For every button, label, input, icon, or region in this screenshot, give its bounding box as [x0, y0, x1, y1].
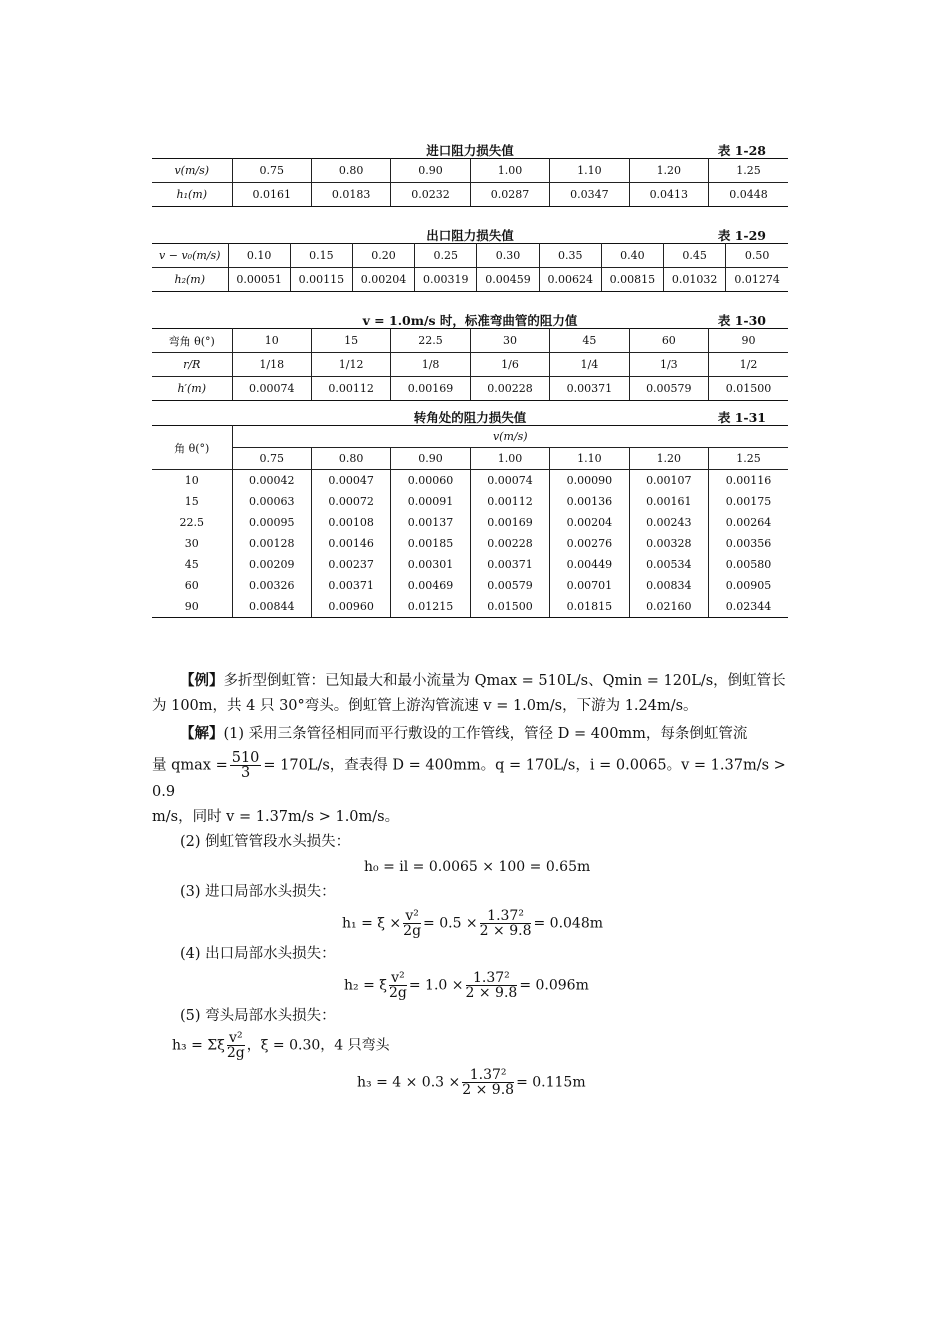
- text: = 0.115m: [516, 1074, 586, 1091]
- table-title: 出口阻力损失值: [426, 228, 514, 243]
- column-header: 0.90: [391, 448, 470, 470]
- numerator: 1.37²: [466, 971, 518, 986]
- cell: 1.25: [709, 159, 788, 183]
- cell: 0.02344: [709, 596, 788, 618]
- row-label: h′(m): [152, 377, 232, 401]
- column-header: 1.25: [709, 448, 788, 470]
- cell: 0.00060: [391, 470, 470, 492]
- row-label: v(m/s): [152, 159, 232, 183]
- cell: 1/18: [232, 353, 311, 377]
- tables-area: [152, 130, 788, 618]
- text: ，ξ = 0.30，4 只弯头: [246, 1037, 390, 1054]
- table-1-28: [152, 158, 788, 207]
- table-row: [152, 244, 788, 268]
- cell: 0.35: [539, 244, 601, 268]
- cell: 0.00072: [311, 491, 390, 512]
- cell: 0.45: [664, 244, 726, 268]
- row-label: r/R: [152, 353, 232, 377]
- step-heading: (3) 进口局部水头损失：: [180, 884, 336, 900]
- cell: 0.0413: [629, 183, 708, 207]
- cell: 0.0287: [470, 183, 549, 207]
- cell: 0.01032: [664, 268, 726, 292]
- fraction: [480, 909, 532, 938]
- row-label: h₁(m): [152, 183, 232, 207]
- cell: 0.00624: [539, 268, 601, 292]
- row-label: 15: [152, 491, 232, 512]
- cell: 0.00112: [311, 377, 390, 401]
- cell: 0.00326: [232, 575, 311, 596]
- table-row: [152, 554, 788, 575]
- column-group-header: v(m/s): [232, 426, 788, 448]
- cell: 0.00534: [629, 554, 708, 575]
- cell: 0.00136: [550, 491, 629, 512]
- cell: 0.00169: [470, 512, 549, 533]
- cell: 0.00074: [232, 377, 311, 401]
- cell: 0.15: [290, 244, 352, 268]
- table-1-30: [152, 328, 788, 401]
- cell: 0.01274: [726, 268, 788, 292]
- fraction: [230, 751, 262, 780]
- worked-example: [152, 668, 792, 1097]
- cell: 10: [232, 329, 311, 353]
- row-label: 45: [152, 554, 232, 575]
- numerator: v²: [403, 909, 421, 924]
- table-number: 表 1-31: [717, 410, 766, 425]
- cell: 0.40: [601, 244, 663, 268]
- text: = 170L/s，查表得 D = 400mm。q = 170L/s，i = 0.0065。v = 1.37m/s > 0.9: [152, 757, 786, 800]
- cell: 0.80: [311, 159, 390, 183]
- cell: 0.00276: [550, 533, 629, 554]
- cell: 0.00237: [311, 554, 390, 575]
- table-caption: [152, 306, 788, 328]
- table-row: [152, 491, 788, 512]
- cell: 0.0183: [311, 183, 390, 207]
- solution-tag: 【解】: [180, 725, 224, 742]
- cell: 0.50: [726, 244, 788, 268]
- cell: 0.00844: [232, 596, 311, 618]
- cell: 0.00371: [311, 575, 390, 596]
- row-label: h₂(m): [152, 268, 228, 292]
- equation: h₀ = il = 0.0065 × 100 = 0.65m: [364, 859, 591, 875]
- column-header: 0.75: [232, 448, 311, 470]
- table-title: 转角处的阻力损失值: [413, 410, 527, 425]
- equation: [152, 1068, 792, 1097]
- row-label: 30: [152, 533, 232, 554]
- text: h₃ = 4 × 0.3 ×: [357, 1074, 461, 1091]
- table-title: 进口阻力损失值: [426, 143, 514, 158]
- cell: 0.00116: [725, 474, 772, 487]
- table-caption: [152, 403, 788, 425]
- cell: 1.20: [629, 159, 708, 183]
- cell: 1/6: [470, 353, 549, 377]
- cell: 0.00579: [629, 377, 708, 401]
- cell: 60: [629, 329, 708, 353]
- cell: 0.00204: [550, 512, 629, 533]
- row-label: 弯角 θ(°): [152, 329, 232, 353]
- cell: 0.00701: [550, 575, 629, 596]
- cell: 0.00047: [311, 470, 390, 492]
- denominator: 2 × 9.8: [465, 985, 518, 1001]
- row-label: 90: [152, 596, 232, 618]
- cell: 0.00175: [725, 495, 772, 508]
- solution-line: [152, 751, 792, 805]
- cell: 0.00459: [477, 268, 539, 292]
- row-label: v − v₀(m/s): [152, 244, 228, 268]
- cell: 0.00137: [391, 512, 470, 533]
- cell: 0.00905: [725, 579, 772, 592]
- cell: 0.00356: [725, 537, 772, 550]
- corner-header: 角 θ(°): [152, 426, 232, 470]
- cell: 0.75: [232, 159, 311, 183]
- text: 量 qmax =: [152, 757, 228, 774]
- table-row: [152, 159, 788, 183]
- cell: 0.00301: [391, 554, 470, 575]
- cell: 0.01215: [391, 596, 470, 618]
- text: h₁ = ξ ×: [342, 915, 402, 932]
- cell: 0.00107: [629, 470, 708, 492]
- cell: 0.01500: [470, 596, 549, 618]
- cell: 0.00579: [470, 575, 549, 596]
- cell: 1.00: [470, 159, 549, 183]
- cell: 0.00128: [232, 533, 311, 554]
- text: h₃ = Σξ: [172, 1037, 225, 1054]
- row-label: 60: [152, 575, 232, 596]
- cell: 0.00371: [470, 554, 549, 575]
- step-heading: (2) 倒虹管管段水头损失：: [180, 834, 351, 850]
- solution-line: [152, 721, 792, 747]
- cell: 45: [550, 329, 629, 353]
- cell: 0.00228: [470, 533, 549, 554]
- table-row: [152, 596, 788, 618]
- step-heading: (5) 弯头局部水头损失：: [180, 1008, 336, 1024]
- column-header: 1.20: [629, 448, 708, 470]
- denominator: 2g: [388, 985, 407, 1001]
- cell: 0.00834: [629, 575, 708, 596]
- cell: 0.00169: [391, 377, 470, 401]
- cell: 0.00112: [470, 491, 549, 512]
- cell: 0.00815: [601, 268, 663, 292]
- cell: 15: [311, 329, 390, 353]
- cell: 0.00185: [391, 533, 470, 554]
- table-row: [152, 533, 788, 554]
- column-header: 0.80: [311, 448, 390, 470]
- equation: [152, 971, 792, 1000]
- numerator: 1.37²: [462, 1068, 514, 1083]
- cell: 0.00095: [232, 512, 311, 533]
- cell: 0.00228: [470, 377, 549, 401]
- cell: 0.00146: [311, 533, 390, 554]
- table-number: 表 1-28: [717, 143, 766, 158]
- example-paragraph: [152, 668, 792, 719]
- cell: 0.00042: [232, 470, 311, 492]
- table-caption: [152, 221, 788, 243]
- cell: 0.00115: [290, 268, 352, 292]
- table-1-31: [152, 425, 788, 618]
- text: = 1.0 ×: [408, 977, 464, 994]
- cell: 0.20: [352, 244, 414, 268]
- cell: 0.00960: [311, 596, 390, 618]
- table-number: 表 1-30: [717, 313, 766, 328]
- cell: 0.00108: [311, 512, 390, 533]
- table-row: [152, 183, 788, 207]
- column-header: 1.00: [470, 448, 549, 470]
- text: h₂ = ξ: [344, 977, 387, 994]
- denominator: 3: [240, 765, 251, 781]
- table-caption: [152, 136, 788, 158]
- cell: 0.00449: [550, 554, 629, 575]
- solution-line: m/s，同时 v = 1.37m/s > 1.0m/s。: [152, 809, 400, 825]
- table-row: [152, 353, 788, 377]
- text: = 0.048m: [533, 915, 604, 932]
- step-heading: (4) 出口局部水头损失：: [180, 946, 336, 962]
- cell: 1/3: [629, 353, 708, 377]
- column-header: 1.10: [550, 448, 629, 470]
- cell: 0.00063: [232, 491, 311, 512]
- example-tag: 【例】: [180, 672, 224, 689]
- table-row: [152, 575, 788, 596]
- equation: [152, 1031, 792, 1060]
- table-row: [152, 512, 788, 533]
- fraction: [227, 1031, 245, 1060]
- denominator: 2 × 9.8: [479, 923, 532, 939]
- fraction: [389, 971, 407, 1000]
- table-1-29: [152, 243, 788, 292]
- cell: 0.0448: [709, 183, 788, 207]
- cell: 0.01815: [550, 596, 629, 618]
- fraction: [462, 1068, 514, 1097]
- cell: 0.00209: [232, 554, 311, 575]
- table-body: [152, 470, 788, 618]
- table-row: [152, 426, 788, 448]
- cell: 0.0347: [550, 183, 629, 207]
- table-row: [152, 448, 788, 470]
- denominator: 2g: [226, 1045, 245, 1061]
- cell: 90: [709, 329, 788, 353]
- cell: 1/12: [311, 353, 390, 377]
- cell: 0.00091: [391, 491, 470, 512]
- cell: 0.00161: [629, 491, 708, 512]
- cell: 0.00264: [725, 516, 772, 529]
- fraction: [466, 971, 518, 1000]
- cell: 0.01500: [709, 377, 788, 401]
- cell: 1/8: [391, 353, 470, 377]
- denominator: 2g: [403, 923, 422, 939]
- denominator: 2 × 9.8: [462, 1082, 515, 1098]
- numerator: v²: [227, 1031, 245, 1046]
- table-title: v = 1.0m/s 时，标准弯曲管的阻力值: [362, 313, 578, 328]
- cell: 0.0161: [232, 183, 311, 207]
- numerator: 1.37²: [480, 909, 532, 924]
- row-label: 10: [152, 470, 232, 492]
- table-row: [152, 268, 788, 292]
- cell: 0.00469: [391, 575, 470, 596]
- numerator: 510: [231, 750, 260, 766]
- example-text: 多折型倒虹管：已知最大和最小流量为 Qmax = 510L/s、Qmin = 120L/s，倒虹管长为 100m，共 4 只 30°弯头。倒虹管上游沟管流速 v = 1.0m/s，下游为 1.24m/s。: [152, 673, 786, 714]
- text: = 0.096m: [519, 977, 589, 994]
- table-row: [152, 470, 788, 492]
- cell: 0.00204: [352, 268, 414, 292]
- cell: 0.00371: [550, 377, 629, 401]
- cell: 22.5: [391, 329, 470, 353]
- cell: 0.30: [477, 244, 539, 268]
- solution-text: (1) 采用三条管径相同而平行敷设的工作管线，管径 D = 400mm，每条倒虹管流: [223, 726, 748, 742]
- table-row: [152, 329, 788, 353]
- row-label: 22.5: [152, 512, 232, 533]
- cell: 0.02160: [629, 596, 708, 618]
- cell: 30: [470, 329, 549, 353]
- cell: 0.90: [391, 159, 470, 183]
- table-number: 表 1-29: [717, 228, 766, 243]
- numerator: v²: [389, 971, 407, 986]
- table-row: [152, 377, 788, 401]
- cell: 0.0232: [391, 183, 470, 207]
- cell: 0.00319: [415, 268, 477, 292]
- cell: 1/2: [709, 353, 788, 377]
- cell: 0.00328: [629, 533, 708, 554]
- cell: 0.00074: [470, 470, 549, 492]
- cell: 0.00243: [629, 512, 708, 533]
- cell: 0.00580: [725, 558, 772, 571]
- cell: 0.00051: [228, 268, 290, 292]
- cell: 1/4: [550, 353, 629, 377]
- cell: 0.00090: [550, 470, 629, 492]
- fraction: [403, 909, 421, 938]
- cell: 0.25: [415, 244, 477, 268]
- equation: [152, 909, 792, 938]
- cell: 0.10: [228, 244, 290, 268]
- cell: 1.10: [550, 159, 629, 183]
- text: = 0.5 ×: [423, 915, 478, 932]
